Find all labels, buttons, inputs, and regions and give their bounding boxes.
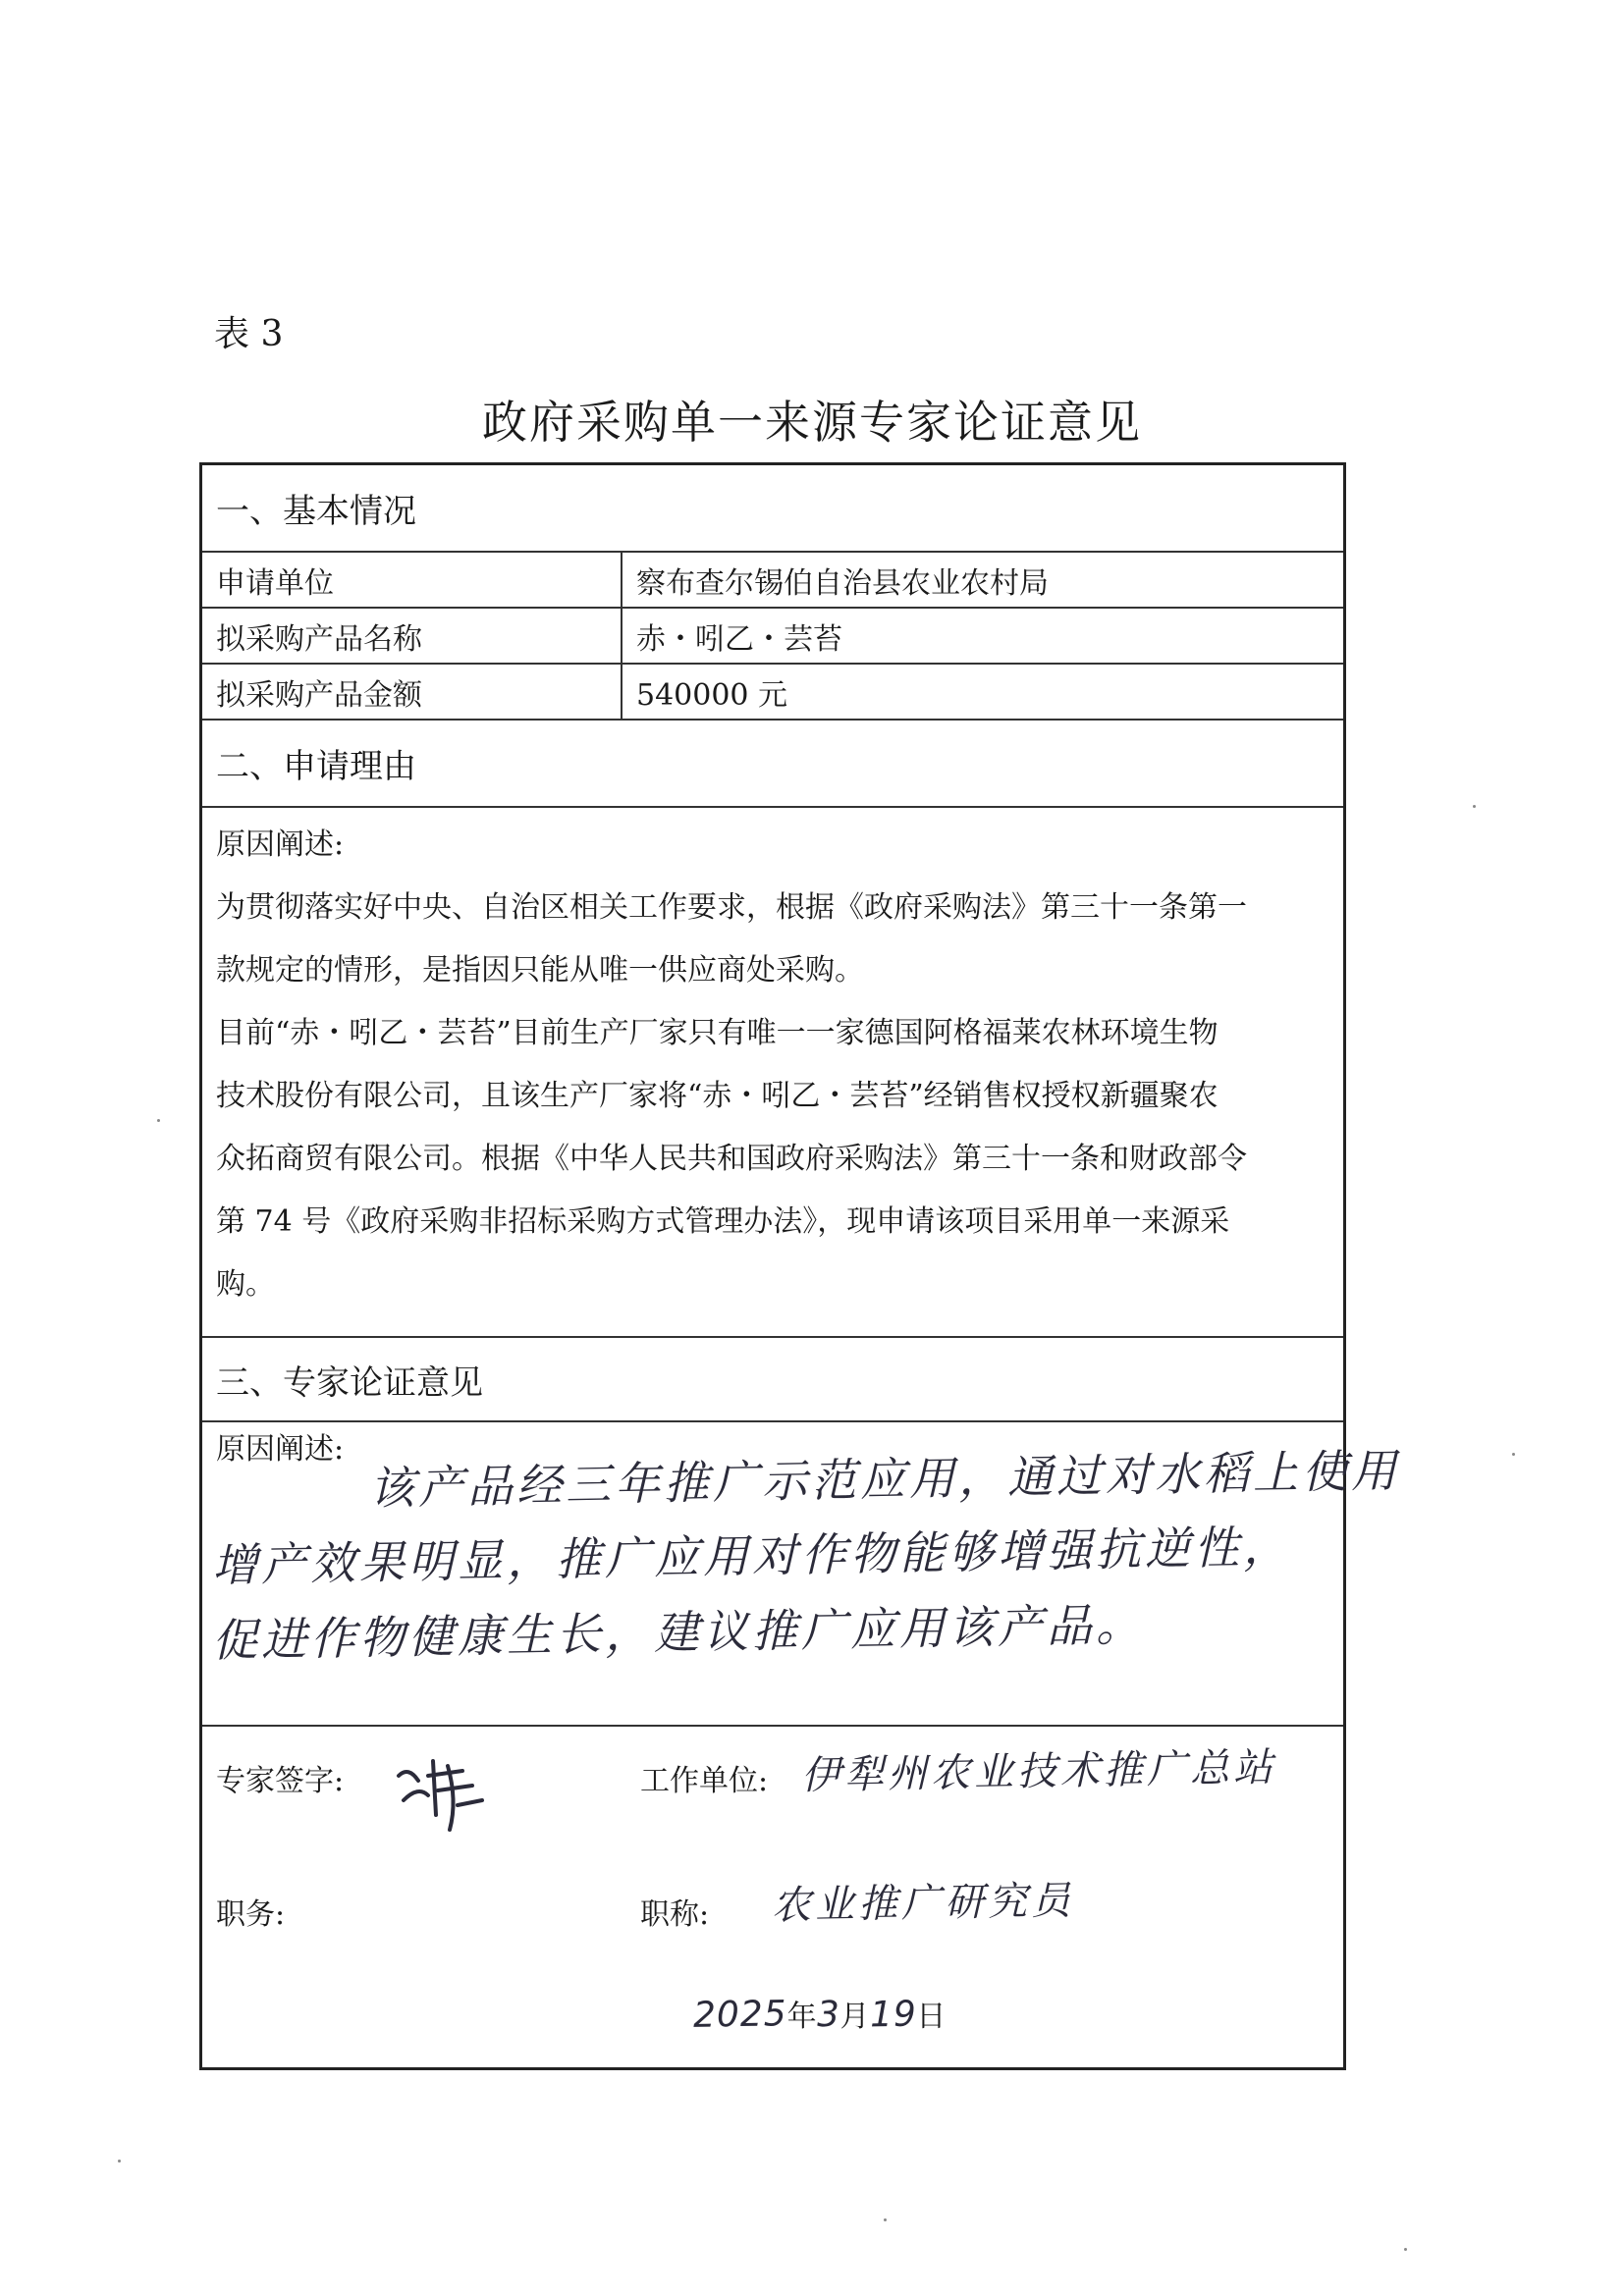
opinion-handwriting-line-2: 增产效果明显，推广应用对作物能够增强抗逆性， [211, 1520, 1293, 1592]
table-label: 表 3 [214, 314, 284, 354]
product-name-row [202, 609, 1343, 665]
expert-signature [389, 1746, 497, 1835]
section2-reason-label: 原因阐述: [216, 828, 345, 862]
section2-heading: 二、申请理由 [216, 747, 416, 786]
section3-heading: 三、专家论证意见 [216, 1362, 483, 1403]
opinion-handwriting-line-1: 该产品经三年推广示范应用，通过对水稻上使用 [368, 1443, 1401, 1516]
section3-reason-label: 原因阐述: [216, 1432, 345, 1467]
professional-title-value: 农业推广研究员 [771, 1878, 1075, 1929]
date-day-suffix: 日 [916, 2000, 947, 2034]
section3-header-row [202, 1338, 1343, 1422]
position-label: 职务: [216, 1897, 286, 1932]
professional-title-label: 职称: [640, 1897, 710, 1932]
opinion-handwriting-line-3: 促进作物健康生长，建议推广应用该产品。 [211, 1597, 1146, 1668]
applicant-value: 察布查尔锡伯自治县农业农村局 [636, 565, 1049, 601]
document-title: 政府采购单一来源专家论证意见 [482, 396, 1142, 449]
reason-line-7: 购。 [216, 1267, 275, 1302]
applicant-label: 申请单位 [216, 565, 334, 601]
reason-line-1: 为贯彻落实好中央、自治区相关工作要求，根据《政府采购法》第三十一条第一 [216, 890, 1247, 925]
section2-body [202, 808, 1343, 1338]
reason-line-3: 目前“赤・吲乙・芸苔”目前生产厂家只有唯一一家德国阿格福莱农林环境生物 [216, 1016, 1218, 1050]
date-year-handwritten: 2025 [692, 1994, 787, 2036]
product-amount-row [202, 665, 1343, 721]
signing-date [693, 1992, 946, 2035]
section1-heading: 一、基本情况 [216, 492, 416, 531]
section2-header-row [202, 721, 1343, 808]
applicant-row [202, 553, 1343, 609]
reason-line-4: 技术股份有限公司，且该生产厂家将“赤・吲乙・芸苔”经销售权授权新疆聚农 [216, 1079, 1218, 1113]
reason-line-2: 款规定的情形，是指因只能从唯一供应商处采购。 [216, 953, 864, 988]
reason-line-5: 众拓商贸有限公司。根据《中华人民共和国政府采购法》第三十一条和财政部令 [216, 1142, 1247, 1176]
product-amount-label: 拟采购产品金额 [216, 677, 422, 713]
section3-opinion [202, 1422, 1401, 1727]
product-amount-value: 540000 元 [636, 677, 788, 713]
expert-signature-label: 专家签字: [216, 1764, 345, 1798]
date-month-handwritten: 3 [816, 1994, 840, 2036]
product-name-label: 拟采购产品名称 [216, 621, 422, 657]
form-table [199, 462, 1401, 2070]
product-name-value: 赤・吲乙・芸苔 [636, 621, 842, 657]
signature-block [202, 1727, 1343, 2067]
work-unit-label: 工作单位: [640, 1764, 769, 1798]
date-day-handwritten: 19 [869, 1994, 917, 2036]
date-month-suffix: 月 [839, 2000, 870, 2034]
section1-header-row [202, 465, 1343, 553]
reason-line-6: 第 74 号《政府采购非招标采购方式管理办法》，现申请该项目采用单一来源采 [216, 1204, 1230, 1239]
date-year-suffix: 年 [786, 2000, 817, 2034]
work-unit-value: 伊犁州农业技术推广总站 [800, 1744, 1277, 1799]
